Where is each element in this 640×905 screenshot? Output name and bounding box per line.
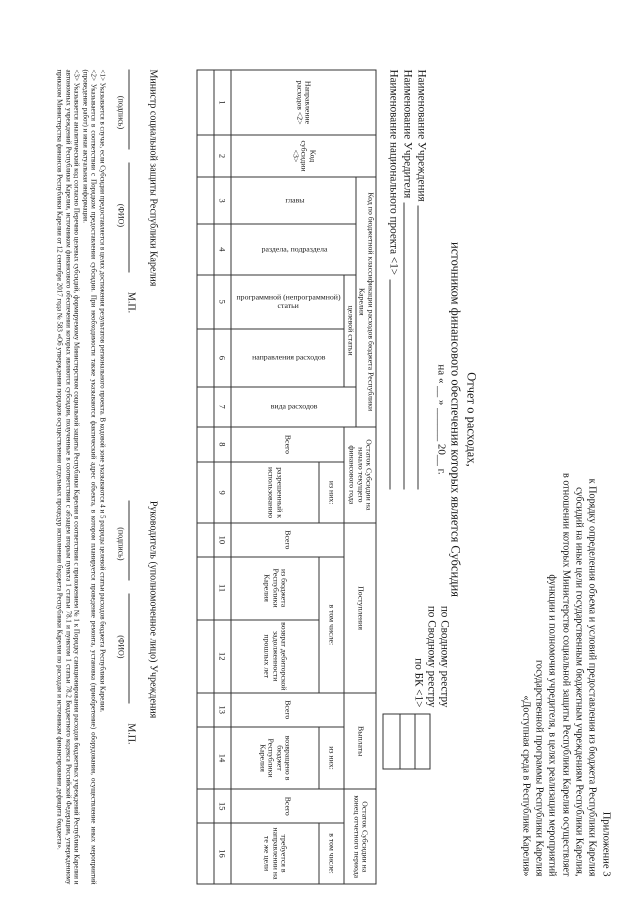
header-total: Всего: [231, 693, 345, 727]
table-cell[interactable]: [197, 224, 214, 274]
registry-label: по Сводному реестру: [425, 605, 438, 708]
fill-line[interactable]: [418, 206, 429, 490]
field-label: Наименование Учредителя: [401, 69, 414, 199]
column-number: 11: [214, 557, 231, 620]
column-number: 16: [214, 823, 231, 884]
head-title: Руководитель (уполномоченное лицо) Учреждения: [147, 500, 159, 719]
table-cell[interactable]: [197, 275, 214, 330]
footnote: <1> Указывается в случае, если Субсидия предоставляется в целях достижения результатов регионального проекта. В кодовой зоне указываются 4 и 5 разряды целевой статьи расходов бюджета Республики Карелия.: [98, 69, 107, 713]
footnote: <2> Указывается в соответствии с Порядком предоставления субсидии. При необходимости также указываются фактический адрес объекта, в котором планируется проведение ремонта, установка (приобретение) оборудования, осуществление иных мероприятий (проведение работ) и иная актуальная информация.: [81, 69, 98, 885]
header-balance-start: Остаток Субсидии на начало текущего финансового года: [344, 427, 376, 523]
registry-label: по БК <1>: [412, 658, 425, 708]
header-direction-exp: направления расходов: [231, 329, 345, 387]
header-chapter: главы: [231, 177, 356, 224]
appendix-line: «Доступная среда в Республике Карелия»: [520, 695, 532, 877]
column-number: 10: [214, 523, 231, 557]
column-number: 1: [214, 70, 231, 135]
column-number: 3: [214, 177, 231, 224]
column-number: 8: [214, 427, 231, 463]
column-number: 4: [214, 224, 231, 274]
column-number: 14: [214, 727, 231, 790]
name-caption: (ФИО): [116, 203, 126, 228]
report-table: [196, 70, 376, 885]
code-box[interactable]: [415, 715, 430, 769]
header-including: в том числе:: [319, 823, 345, 884]
header-total: Всего: [231, 427, 345, 463]
name-line[interactable]: [129, 593, 141, 703]
header-direction: Направление расходов <2>: [231, 70, 376, 135]
table-cell[interactable]: [197, 387, 214, 427]
table-cell[interactable]: [197, 135, 214, 177]
header-fields: [387, 70, 429, 490]
column-number: 5: [214, 275, 231, 330]
column-number: 12: [214, 620, 231, 693]
field-institution: [415, 70, 429, 490]
column-number: 7: [214, 387, 231, 427]
table-cell[interactable]: [197, 557, 214, 620]
title-date: на « __ » ______ 20__ г.: [435, 364, 448, 475]
signature-caption: (подпись): [116, 95, 126, 130]
table-row: [197, 70, 214, 884]
header-returned: возвращено в бюджет Республики Карелия: [231, 727, 319, 790]
header-total: Всего: [231, 789, 345, 823]
signature-line[interactable]: [129, 70, 141, 150]
footnotes: [55, 70, 106, 885]
header-receipts: Поступления: [344, 523, 376, 693]
head-signature: [116, 501, 158, 745]
table-cell[interactable]: [197, 462, 214, 523]
signature-block: [116, 70, 158, 885]
header-section: раздела, подраздела: [231, 224, 356, 274]
header-exp-type: вида расходов: [231, 387, 356, 427]
appendix-line: в отношении которых Министерство социальной защиты Республики Карелия осуществляет: [560, 473, 572, 877]
field-label: Наименование Учреждения: [415, 69, 428, 202]
table-cell[interactable]: [197, 329, 214, 387]
appendix-number: Приложение 3: [600, 811, 612, 877]
signature-line[interactable]: [129, 501, 141, 581]
table-cell[interactable]: [197, 620, 214, 693]
header-including: в том числе:: [319, 557, 345, 693]
header-required: требуется в направлении на те же цели: [231, 823, 319, 884]
title-line: Отчет о расходах,: [464, 372, 479, 467]
header-target: целевой статьи: [344, 275, 356, 387]
table-cell[interactable]: [197, 427, 214, 463]
name-caption: (ФИО): [116, 635, 126, 659]
name-line[interactable]: [129, 162, 141, 272]
title-line: источником финансового обеспечения которых является Субсидия: [448, 242, 463, 597]
header-allowed: разрешенный к использованию: [231, 462, 319, 523]
appendix-line: государственной программы Республики Карелия: [533, 659, 545, 877]
signature-caption: (подпись): [116, 527, 126, 561]
appendix-line: субсидий на иные цели государственным бюджетным учреждениям Республики Карелия,: [573, 487, 585, 877]
fill-line[interactable]: [390, 279, 401, 489]
footnote: <3> Указывается аналитический код согласно Перечню целевых субсидий, формируемому Министерством социальной защиты Республики Карелия в соответствии с приложением № 1 к Порядку санкционирования расходов бюджетных учреждений Республики Карелия и автономных учреждений Республики Карелия, источником финансового обеспечения которых являются субсидии, полученные в соответствии с абзацем вторым пункта 1 статьи 78.1 и пунктом 1 статьи 78.2 Бюджетного кодекса Российской Федерации, утвержденному приказом Министерства финансов Республики Карелия от 12 сентября 2017 года № 583 «Об утверждении порядков осуществления отдельных процедур исполнения бюджета Республики Карелия по расходам и источникам финансирования дефицита бюджета».: [55, 69, 81, 885]
table-cell[interactable]: [197, 70, 214, 135]
field-founder: [401, 70, 415, 490]
minister-title: Министр социальной защиты Республики Карелия: [147, 69, 159, 287]
document-page: [15, 10, 627, 895]
fill-line[interactable]: [404, 202, 415, 489]
table-cell[interactable]: [197, 693, 214, 727]
field-project: [387, 70, 401, 490]
table-cell[interactable]: [197, 727, 214, 790]
stamp-mark: М.П.: [126, 723, 137, 745]
header-balance-end: Остаток Субсидии на конец отчетного периода: [344, 789, 376, 884]
header-total: Всего: [231, 523, 345, 557]
registry-label: по Сводному реестру: [438, 605, 451, 708]
registry-labels: [412, 518, 451, 708]
header-from-budget: из бюджета Республики Карелия: [231, 557, 319, 620]
table-cell[interactable]: [197, 177, 214, 224]
header-payments: Выплаты: [344, 693, 376, 790]
column-number: 6: [214, 329, 231, 387]
appendix-line: к Порядку определения объема и условий предоставления из бюджета Республики Карелия: [586, 478, 598, 877]
header-of-which: из них:: [319, 727, 345, 790]
table-cell[interactable]: [197, 523, 214, 557]
header-subsidy-code: Код субсидии <3>: [231, 135, 376, 177]
minister-signature: [116, 70, 158, 314]
column-number: 15: [214, 789, 231, 823]
appendix-header: [519, 357, 612, 877]
code-box[interactable]: [386, 715, 400, 769]
table-cell[interactable]: [197, 789, 214, 823]
header-of-which: из них:: [319, 462, 345, 523]
table-cell[interactable]: [197, 823, 214, 884]
code-box[interactable]: [400, 715, 415, 769]
header-budget-class: Код по бюджетной классификации расходов бюджета Республики Карелия: [356, 177, 376, 427]
column-numbers: [214, 70, 231, 884]
column-number: 9: [214, 462, 231, 523]
appendix-line: функции и полномочия учредителя, в целях реализации мероприятий: [546, 574, 558, 877]
code-boxes: [383, 714, 431, 770]
field-label: Наименование национального проекта <1>: [387, 69, 400, 276]
column-number: 13: [214, 693, 231, 727]
header-program: программной (непрограммной) статьи: [231, 275, 345, 330]
stamp-mark: М.П.: [126, 292, 137, 314]
header-return-receivable: возврат дебиторской задолженности прошлых лет: [231, 620, 319, 693]
column-number: 2: [214, 135, 231, 177]
